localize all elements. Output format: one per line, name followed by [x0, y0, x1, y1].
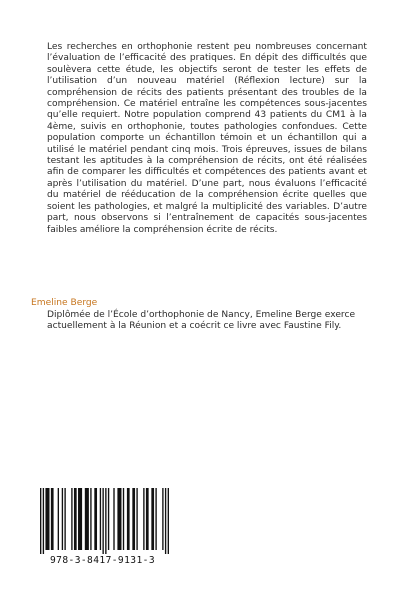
barcode-bar — [132, 488, 135, 550]
barcode-bar — [105, 488, 106, 554]
barcode-bar — [45, 488, 49, 550]
barcode-bar — [51, 488, 54, 550]
barcode-bar — [43, 488, 44, 554]
barcode-bar — [102, 488, 103, 554]
author-name: Emeline Berge — [31, 298, 98, 308]
barcode-bar — [94, 488, 97, 550]
barcode-bar — [108, 488, 109, 550]
barcode-bar — [143, 488, 144, 550]
barcode-bar — [85, 488, 89, 550]
barcode-bar — [90, 488, 91, 550]
barcode-bar — [58, 488, 59, 550]
isbn-barcode — [30, 488, 175, 571]
isbn-number: 978-3-8417-9131-3 — [50, 555, 155, 566]
barcode-bar — [136, 488, 137, 550]
barcode-bar — [162, 488, 163, 550]
barcode-bar — [123, 488, 124, 550]
barcode-bar — [74, 488, 77, 550]
barcode-bar — [100, 488, 101, 550]
barcode-bar — [64, 488, 65, 550]
barcode-bar — [127, 488, 130, 550]
barcode-bar — [146, 488, 149, 550]
barcode-bar — [113, 488, 114, 550]
barcode-bar — [151, 488, 154, 550]
barcode-bar — [117, 488, 121, 550]
book-summary: Les recherches en orthophonie restent peu nombreuses concernant l’évaluation de l’efficacité des pratiques. En dépit des difficultés que soulèvera cette étude, les objectifs seront de tester les effets de l’utilisation d’un nouveau matériel (Réflexion lecture) sur la compréhension de récits des patients présentant des troubles de la compréhension. Ce matériel entraîne les compétences sous-jacentes qu’elle requiert. Notre population comprend 43 patients du CM1 à la 4ème, suivis en orthophonie, toutes pathologies confondues. Cette population comporte un échantillon témoin et un échantillon qui a utilisé le matériel pendant cinq mois. Trois épreuves, issues de bilans testant les aptitudes à la compréhension de récits, ont été réalisées afin de comparer les difficultés et compétences des patients avant et après l’utilisation du matériel. D’une part, nous évaluons l’efficacité du matériel de rééducation de la compréhension écrite quelles que soient les pathologies, et malgré la multiplicité des variables. D’autre part, nous observons si l’entraînement de capacités sous-jacentes faibles améliore la compréhension écrite de récits. — [47, 42, 367, 235]
barcode-bar — [40, 488, 41, 554]
barcode-image — [30, 488, 175, 554]
author-bio: Diplômée de l’École d’orthophonie de Nancy, Emeline Berge exerce actuellement à la Réunion et a coécrit ce livre avec Faustine Fily. — [47, 310, 356, 332]
barcode-bar — [71, 488, 72, 550]
barcode-bar — [155, 488, 156, 550]
barcode-bar — [62, 488, 63, 550]
barcode-bar — [168, 488, 169, 554]
barcode-bar — [78, 488, 82, 550]
barcode-bar — [165, 488, 166, 554]
